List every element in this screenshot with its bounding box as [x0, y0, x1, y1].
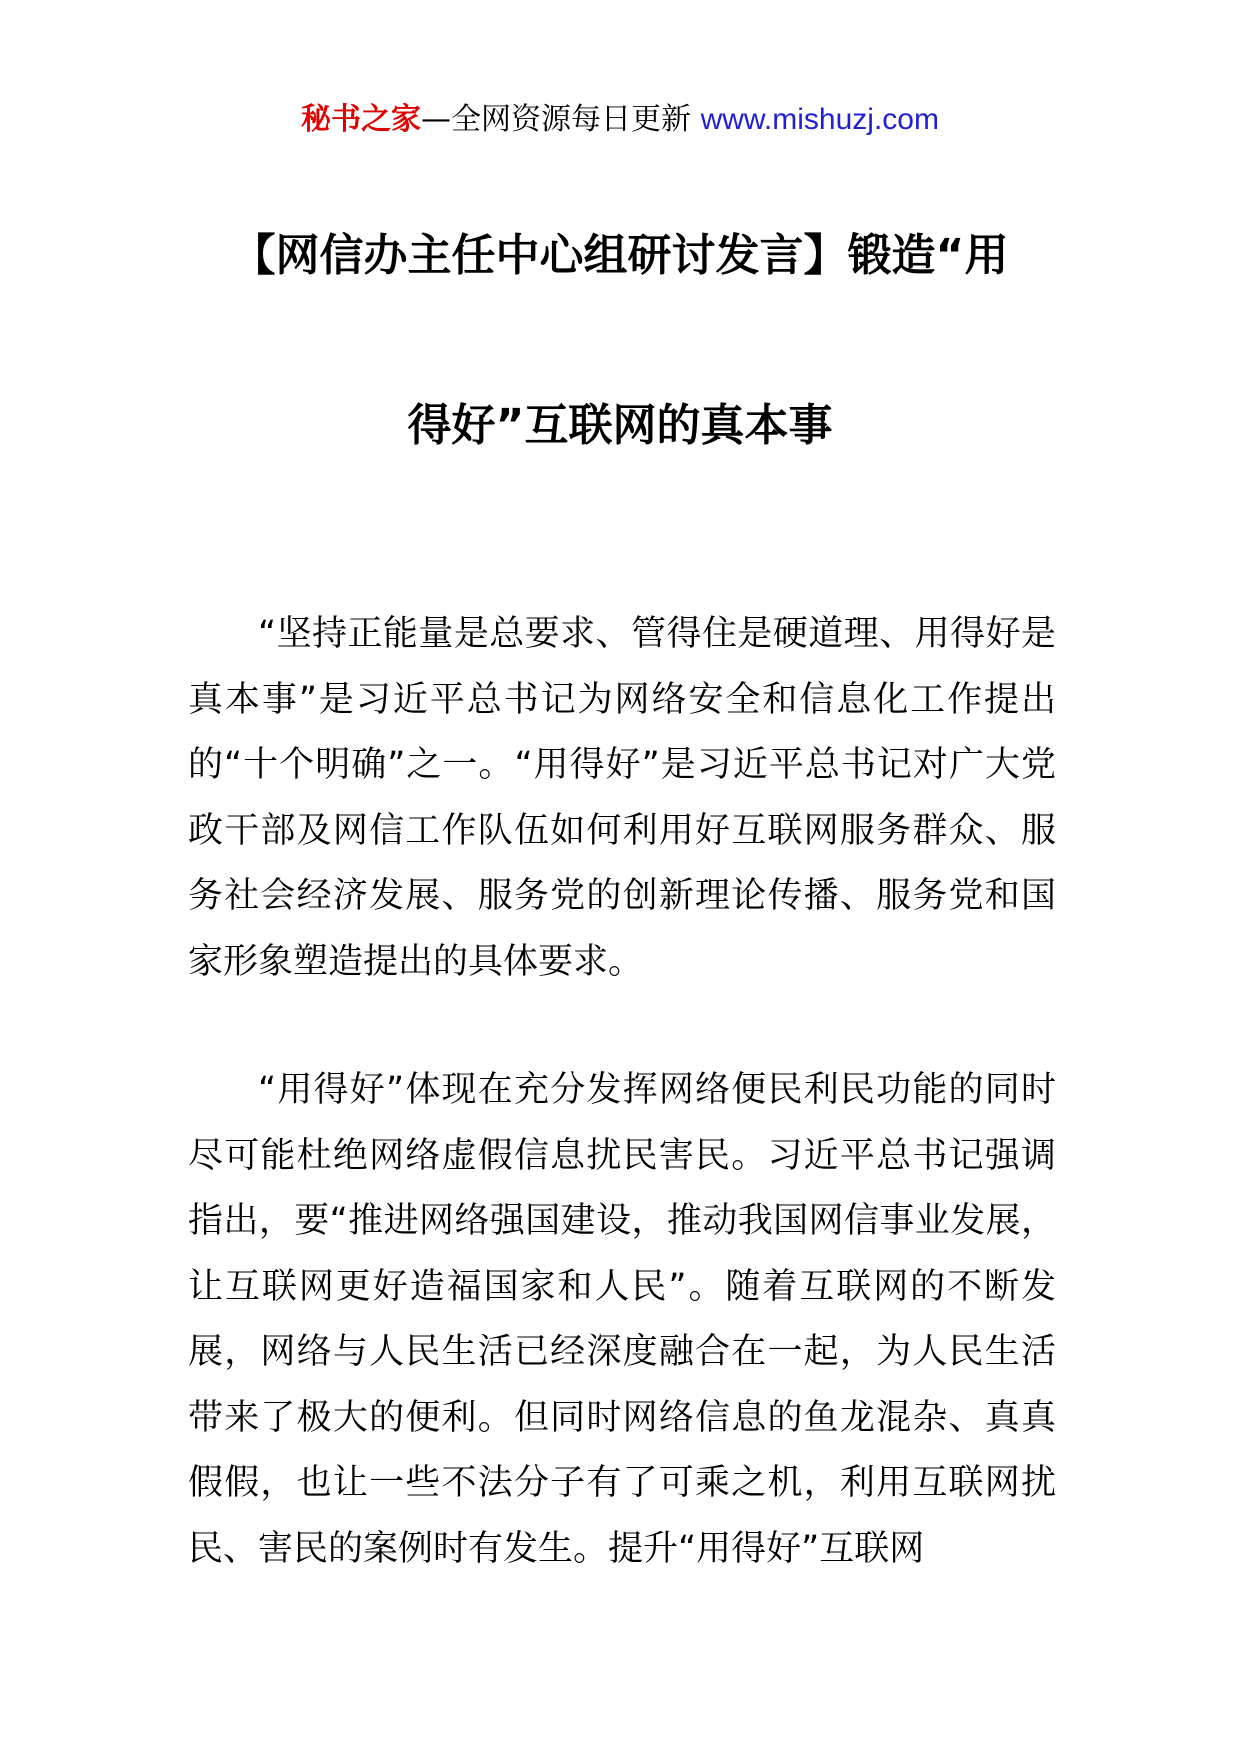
brand-name: 秘书之家	[301, 102, 422, 137]
document-title	[140, 196, 1100, 536]
site-link[interactable]: www.mishuzj.com	[700, 103, 939, 136]
body-paragraph-1: “坚持正能量是总要求、管得住是硬道理、用得好是真本事”是习近平总书记为网络安全和信息化工作提出的“十个明确”之一。“用得好”是习近平总书记对广大党政干部及网信工作队伍如何利用好互联网服务群众、服务社会经济发展、服务党的创新理论传播、服务党和国家形象塑造提出的具体要求。	[188, 614, 1056, 982]
document-body	[188, 602, 1056, 1582]
title-line-2: 得好”互联网的真本事	[407, 400, 833, 451]
body-paragraph-2: “用得好”体现在充分发挥网络便民利民功能的同时尽可能杜绝网络虚假信息扰民害民。习近平总书记强调指出，要“推进网络强国建设，推动我国网信事业发展，让互联网更好造福国家和人民”。随着互联网的不断发展，网络与人民生活已经深度融合在一起，为人民生活带来了极大的便利。但同时网络信息的鱼龙混杂、真真假假，也让一些不法分子有了可乘之机，利用互联网扰民、害民的案例时有发生。提升“用得好”互联网	[188, 1070, 1056, 1569]
site-header	[0, 98, 1240, 142]
header-tagline: —全网资源每日更新	[421, 102, 701, 137]
title-line-1: 【网信办主任中心组研讨发言】锻造“用	[231, 230, 1009, 281]
